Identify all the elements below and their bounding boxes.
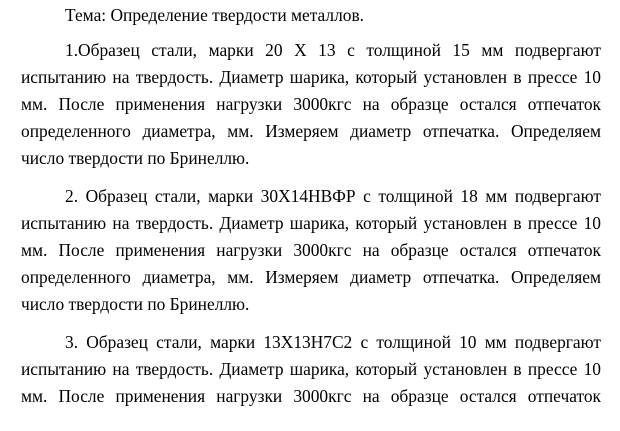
paragraph-line: число твердости по Бринеллю. [21,148,250,168]
paragraph-line: испытанию на твердость. Диаметр шарика, который установлен в прессе 10 [21,67,601,87]
paragraph-line: определенного диаметра, мм. Измеряем диаметр отпечатка. Определяем [21,267,601,287]
paragraph-line: мм. После применения нагрузки 3000кгс на образце остался отпечаток [21,386,601,406]
document-topic: Тема: Определение твердости металлов. [65,5,365,25]
paragraph-line: мм. После применения нагрузки 3000кгс на образце остался отпечаток [21,94,601,114]
paragraph-line: 3. Образец стали, марки 13Х13Н7С2 с толщиной 10 мм подвергают [65,332,601,352]
paragraph-line: 2. Образец стали, марки 30Х14НВФР с толщиной 18 мм подвергают [65,186,601,206]
paragraph-line: испытанию на твердость. Диаметр шарика, который установлен в прессе 10 [21,213,601,233]
paragraph-line: 1.Образец стали, марки 20 Х 13 с толщиной 15 мм подвергают [65,40,601,60]
paragraph-line: мм. После применения нагрузки 3000кгс на образце остался отпечаток [21,240,601,260]
paragraph-line: испытанию на твердость. Диаметр шарика, который установлен в прессе 10 [21,359,601,379]
paragraph-line: определенного диаметра, мм. Измеряем диаметр отпечатка. Определяем [21,121,601,141]
paragraph-line: число твердости по Бринеллю. [21,294,250,314]
